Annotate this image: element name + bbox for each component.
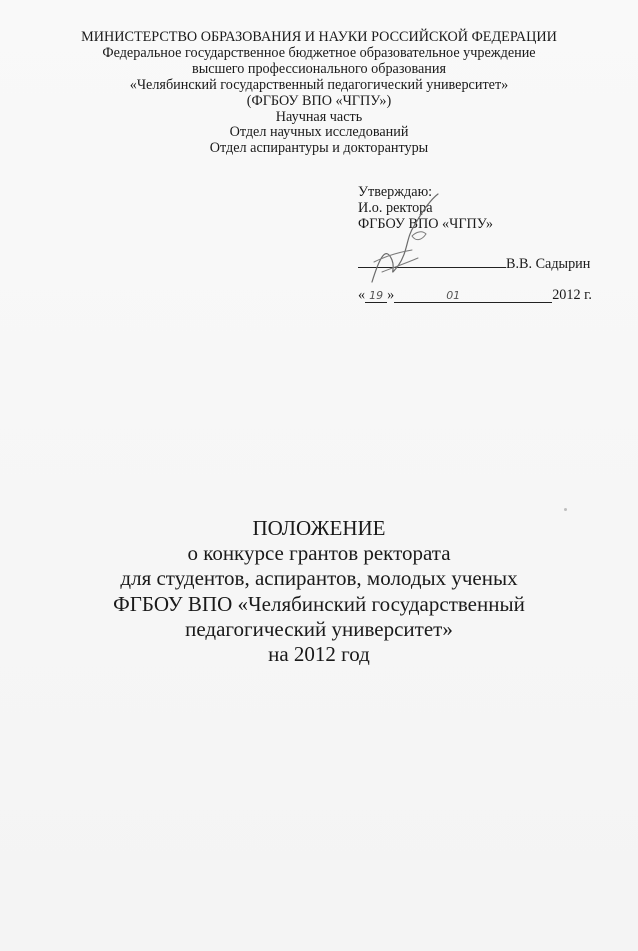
- title-heading: ПОЛОЖЕНИЕ: [252, 516, 386, 540]
- signer-name: В.В. Садырин: [506, 256, 591, 272]
- handwritten-signature: [352, 186, 462, 294]
- title-line-3: для студентов, аспирантов, молодых ученых: [120, 566, 518, 591]
- header-ministry: МИНИСТЕРСТВО ОБРАЗОВАНИЯ И НАУКИ РОССИЙСКОЙ ФЕДЕРАЦИИ: [81, 29, 557, 45]
- document-header: [0, 30, 638, 157]
- document-title: [0, 516, 638, 667]
- title-line-4: ФГБОУ ВПО «Челябинский государственный: [113, 591, 525, 616]
- header-department-research: Отдел научных исследований: [229, 124, 409, 141]
- title-line-2: о конкурсе грантов ректората: [187, 541, 451, 566]
- approval-position: И.о. ректора: [358, 200, 433, 216]
- header-education-level: высшего профессионального образования: [192, 60, 446, 77]
- date-month: 01: [446, 289, 461, 302]
- paper-speck: [564, 508, 567, 511]
- header-institution-type: Федеральное государственное бюджетное образовательное учреждение: [102, 44, 536, 61]
- approval-label: Утверждаю:: [358, 184, 433, 200]
- header-division: Научная часть: [275, 108, 363, 125]
- header-department-postgrad: Отдел аспирантуры и докторантуры: [209, 140, 429, 157]
- header-university-abbr: (ФГБОУ ВПО «ЧГПУ»): [246, 92, 392, 109]
- approval-organization: ФГБОУ ВПО «ЧГПУ»: [358, 216, 494, 232]
- title-line-5: педагогический университет»: [185, 616, 453, 641]
- date-close-quote: »: [387, 287, 395, 303]
- date-open-quote: «: [358, 287, 366, 303]
- header-university-name: «Челябинский государственный педагогический университет»: [129, 76, 509, 93]
- date-day: 19: [365, 289, 387, 303]
- date-year: 2012 г.: [552, 287, 592, 303]
- title-line-6: на 2012 год: [268, 642, 370, 667]
